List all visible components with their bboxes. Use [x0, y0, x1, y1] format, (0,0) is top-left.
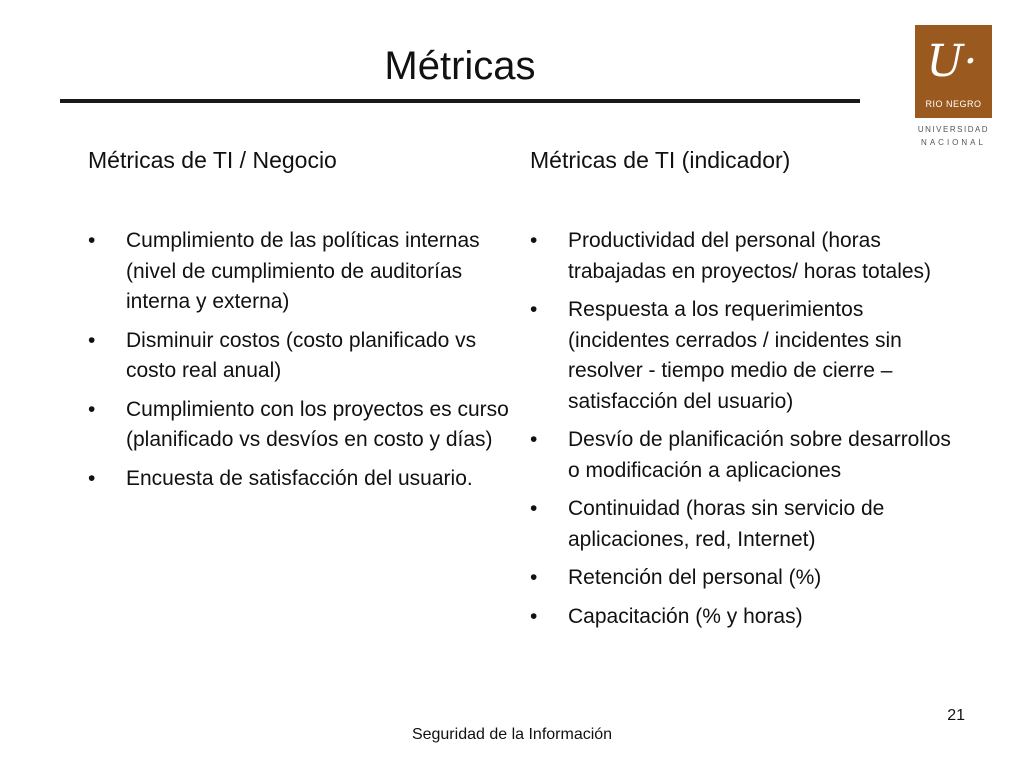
- bullet: •: [88, 328, 96, 352]
- list-item: [530, 563, 960, 594]
- logo-line-1: UNIVERSIDAD: [917, 125, 990, 134]
- list-item-text: Encuesta de satisfacción del usuario.: [126, 466, 473, 490]
- list-item-text: Continuidad (horas sin servicio de aplicaciones, red, Internet): [568, 497, 885, 551]
- list-item: [88, 326, 518, 387]
- left-column-list: [88, 226, 518, 494]
- bullet: •: [530, 298, 538, 321]
- bullet: •: [88, 229, 96, 252]
- bullet: •: [530, 229, 538, 252]
- bullet: •: [530, 604, 538, 628]
- logo-block: [915, 25, 992, 118]
- title-underline: [60, 99, 860, 103]
- list-item: [530, 295, 960, 417]
- bullet: •: [530, 497, 538, 520]
- bullet: •: [530, 566, 538, 589]
- list-item: [530, 226, 960, 287]
- right-column-list: [530, 226, 960, 632]
- university-logo: [915, 25, 992, 149]
- list-item-text: Desvío de planificación sobre desarrollos o modificación a aplicaciones: [568, 428, 951, 482]
- list-item: [530, 602, 960, 633]
- list-item: [88, 226, 518, 318]
- left-column-heading: Métricas de TI / Negocio: [88, 147, 337, 173]
- list-item-text: Disminuir costos (costo planificado vs costo real anual): [126, 328, 477, 382]
- list-item-text: Productividad del personal (horas trabajadas en proyectos/ horas totales): [568, 229, 932, 283]
- list-item-text: Cumplimiento de las políticas internas (nivel de cumplimiento de auditorías interna y externa): [126, 229, 480, 313]
- right-column: [530, 140, 960, 640]
- page-number: 21: [947, 707, 965, 724]
- bullet: •: [530, 428, 538, 451]
- list-item: [88, 464, 518, 495]
- list-item-text: Capacitación (% y horas): [568, 604, 803, 628]
- list-item: [88, 395, 518, 456]
- list-item-text: Retención del personal (%): [568, 566, 822, 589]
- list-item-text: Respuesta a los requerimientos (incidentes cerrados / incidentes sin resolver - tiempo medio de cierre – satisfacción del usuario): [568, 298, 902, 413]
- bullet: •: [88, 466, 96, 490]
- logo-letter: U·: [926, 36, 978, 87]
- slide-footer: Seguridad de la Información: [411, 726, 613, 743]
- right-column-heading: Métricas de TI (indicador): [530, 147, 791, 173]
- logo-subtitle: RIO NEGRO: [925, 99, 982, 109]
- list-item-text: Cumplimiento con los proyectos es curso (planificado vs desvíos en costo y días): [126, 397, 509, 451]
- bullet: •: [88, 397, 96, 421]
- left-column: [88, 140, 518, 502]
- list-item: [530, 425, 960, 486]
- list-item: [530, 494, 960, 555]
- slide-title: Métricas: [384, 44, 536, 88]
- logo-line-2: NACIONAL: [921, 138, 986, 147]
